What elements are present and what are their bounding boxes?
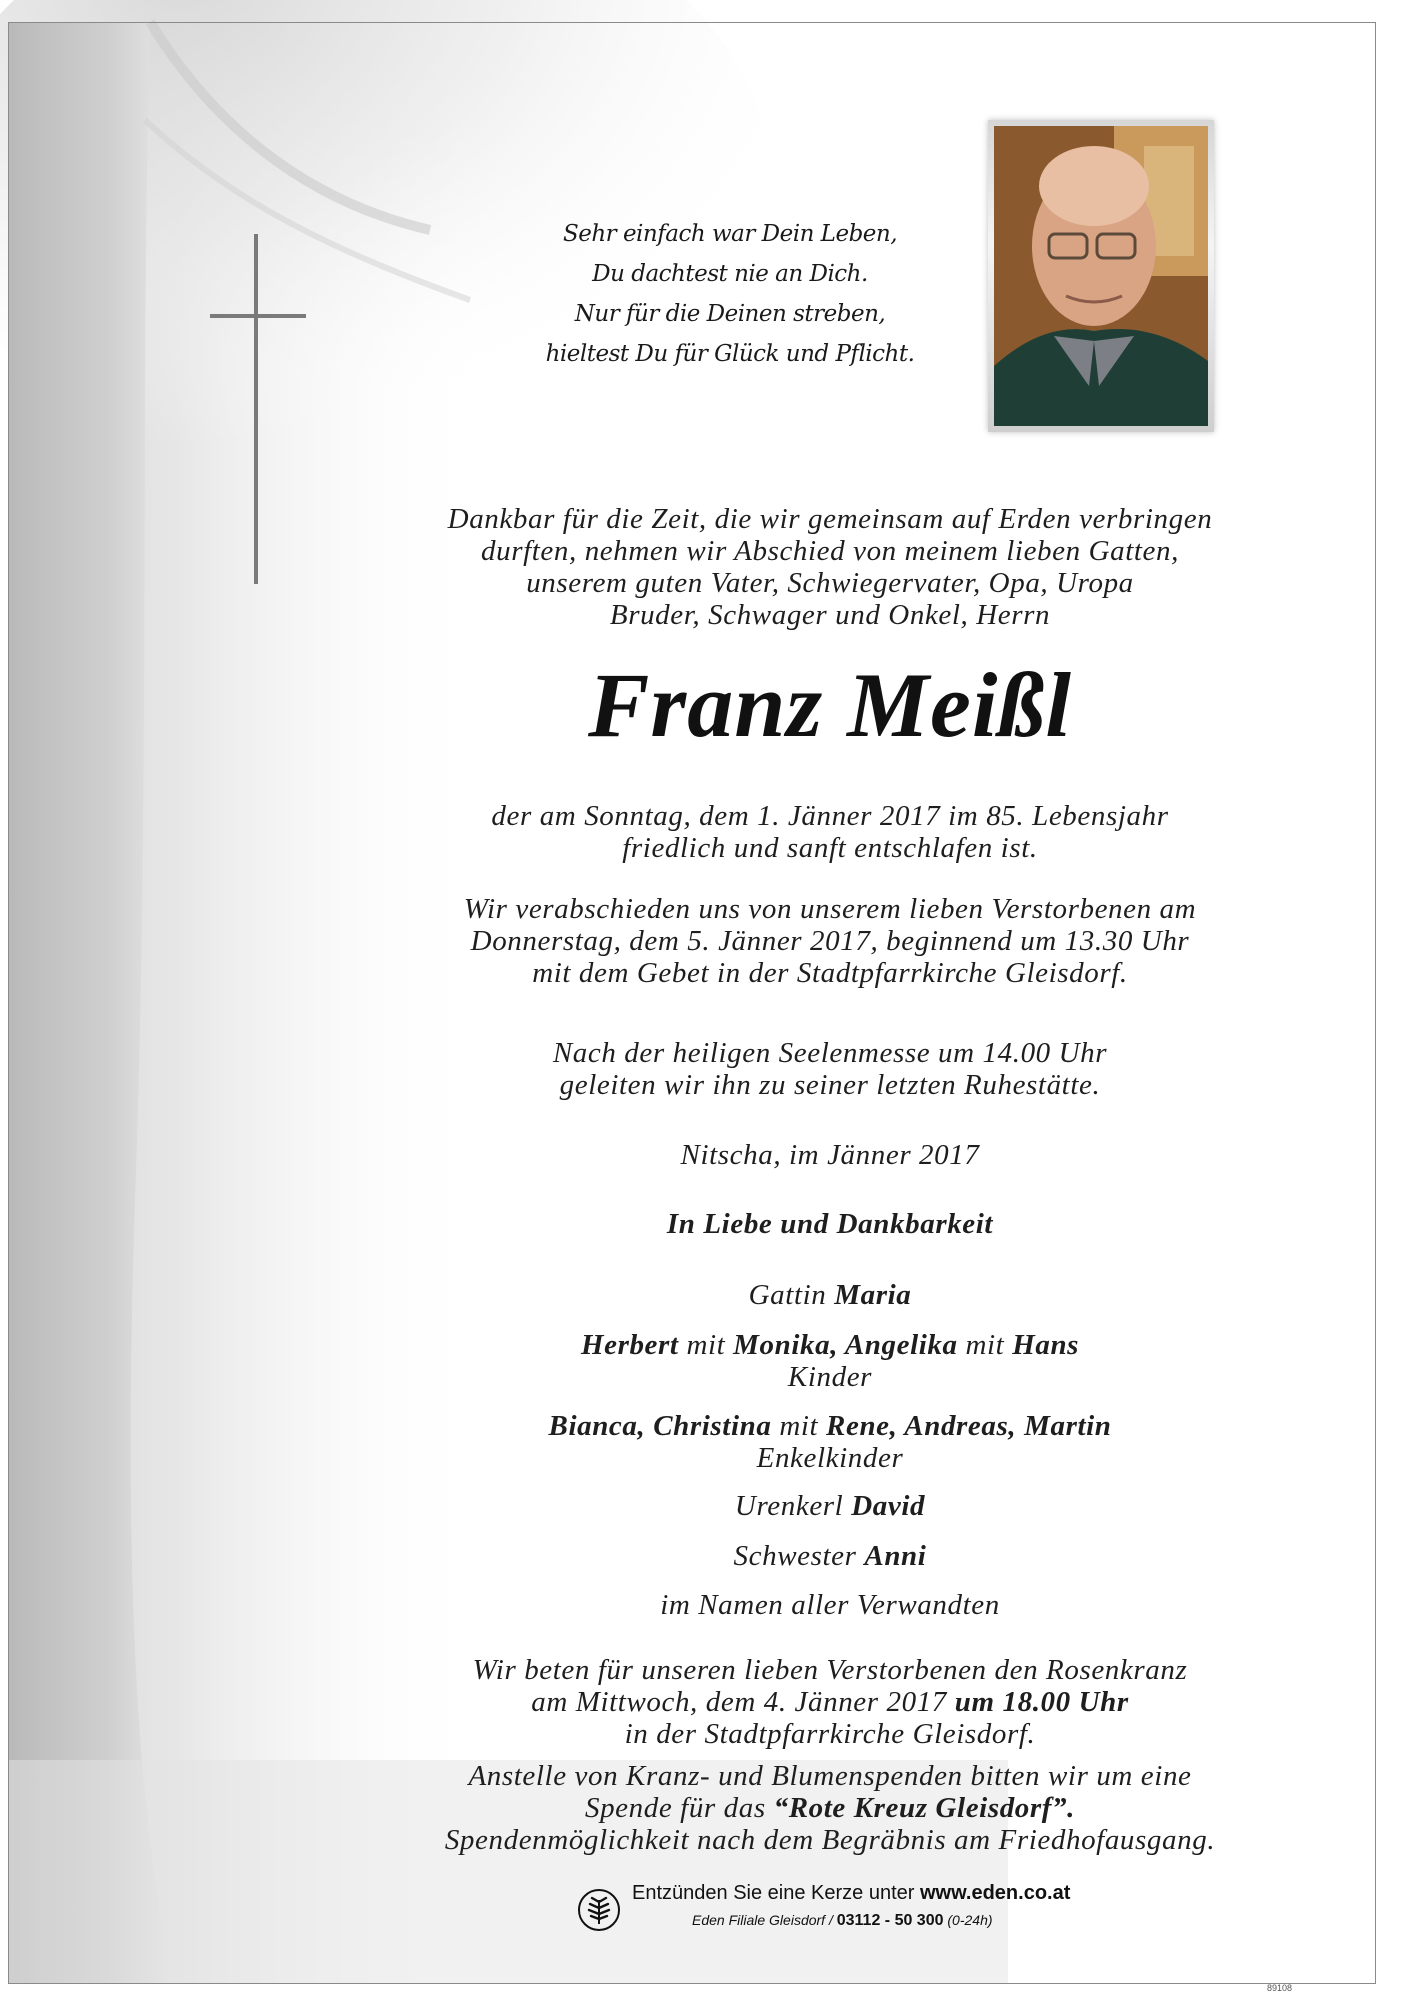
rosary-date: am Mittwoch, dem 4. Jänner 2017 — [531, 1686, 947, 1718]
poem-line: Sehr einfach war Dein Leben, — [562, 221, 898, 247]
rosary-time: um 18.00 Uhr — [954, 1686, 1129, 1718]
death-notice-line: der am Sonntag, dem 1. Jänner 2017 im 85. Lebensjahr — [491, 800, 1169, 832]
eden-tree-logo-icon — [577, 1888, 621, 1932]
intro-line: Bruder, Schwager und Onkel, Herrn — [609, 599, 1051, 631]
family-wife — [390, 1279, 1270, 1311]
poem — [530, 214, 930, 374]
child-name: Herbert — [580, 1329, 679, 1361]
intro-text — [390, 503, 1270, 631]
portrait-photo — [988, 120, 1214, 432]
with-word: mit — [779, 1410, 819, 1442]
closing-phrase: In Liebe und Dankbarkeit — [666, 1208, 994, 1240]
grandchild-name: Bianca, Christina — [548, 1410, 772, 1442]
donation-text — [390, 1760, 1270, 1856]
family-great-grandchild — [390, 1490, 1270, 1522]
poem-line: hieltest Du für Glück und Pflicht. — [545, 341, 915, 367]
with-word: mit — [686, 1329, 726, 1361]
branch-contact — [692, 1912, 1092, 1930]
cross-icon — [254, 234, 258, 584]
relatives-line: im Namen aller Verwandten — [660, 1589, 1000, 1621]
family-grandchildren — [390, 1410, 1270, 1474]
burial-text — [390, 1037, 1270, 1101]
sister-label: Schwester — [733, 1540, 857, 1572]
poem-line: Nur für die Deinen streben, — [574, 301, 886, 327]
intro-line: unserem guten Vater, Schwiegervater, Opa, Uropa — [526, 567, 1134, 599]
death-notice-line: friedlich und sanft entschlafen ist. — [622, 832, 1038, 864]
family-sister — [390, 1540, 1270, 1572]
donation-line: Anstelle von Kranz- und Blumenspenden bitten wir um eine — [468, 1760, 1192, 1792]
deceased-name: Franz Meißl — [588, 654, 1072, 756]
with-word: mit — [965, 1329, 1005, 1361]
great-grandchild-name: David — [851, 1490, 926, 1522]
child-name: Monika, Angelika — [733, 1329, 958, 1361]
grandchild-name: Rene, Andreas, Martin — [826, 1410, 1112, 1442]
farewell-line: Donnerstag, dem 5. Jänner 2017, beginnend um 13.30 Uhr — [470, 925, 1190, 957]
branch-phone: 03112 - 50 300 — [836, 1912, 944, 1929]
branch-name: Eden Filiale Gleisdorf / — [692, 1912, 833, 1928]
grandchildren-label: Enkelkinder — [756, 1442, 904, 1474]
donation-recipient: “Rote Kreuz Gleisdorf”. — [773, 1792, 1076, 1824]
wife-name: Maria — [834, 1279, 912, 1311]
rosary-line: Wir beten für unseren lieben Verstorbenen den Rosenkranz — [472, 1654, 1188, 1686]
poem-line: Du dachtest nie an Dich. — [592, 261, 868, 287]
candle-url-link[interactable]: www.eden.co.at — [919, 1882, 1071, 1904]
candle-notice — [632, 1882, 1132, 1905]
family-children — [390, 1329, 1270, 1393]
sister-name: Anni — [864, 1540, 927, 1572]
branch-hours: (0-24h) — [947, 1912, 993, 1928]
donation-prefix: Spende für das — [584, 1792, 766, 1824]
children-label: Kinder — [787, 1361, 873, 1393]
farewell-line: Wir verabschieden uns von unserem lieben Verstorbenen am — [463, 893, 1197, 925]
wife-label: Gattin — [748, 1279, 827, 1311]
rosary-text — [390, 1654, 1270, 1750]
candle-prefix: Entzünden Sie eine Kerze unter — [632, 1882, 915, 1904]
farewell-text — [390, 893, 1270, 989]
great-grandchild-label: Urenkerl — [734, 1490, 844, 1522]
intro-line: durften, nehmen wir Abschied von meinem lieben Gatten, — [481, 535, 1179, 567]
cross-icon-bar — [210, 314, 306, 318]
death-notice — [390, 800, 1270, 864]
donation-line: Spendenmöglichkeit nach dem Begräbnis am Friedhofausgang. — [444, 1824, 1216, 1856]
burial-line: Nach der heiligen Seelenmesse um 14.00 Uhr — [552, 1037, 1108, 1069]
burial-line: geleiten wir ihn zu seiner letzten Ruhestätte. — [559, 1069, 1101, 1101]
farewell-line: mit dem Gebet in der Stadtpfarrkirche Gleisdorf. — [532, 957, 1128, 989]
place-date: Nitscha, im Jänner 2017 — [680, 1139, 980, 1171]
reference-code: 89108 — [1267, 1983, 1293, 1993]
intro-line: Dankbar für die Zeit, die wir gemeinsam auf Erden verbringen — [447, 503, 1213, 535]
rosary-line: in der Stadtpfarrkirche Gleisdorf. — [624, 1718, 1036, 1750]
child-name: Hans — [1012, 1329, 1080, 1361]
